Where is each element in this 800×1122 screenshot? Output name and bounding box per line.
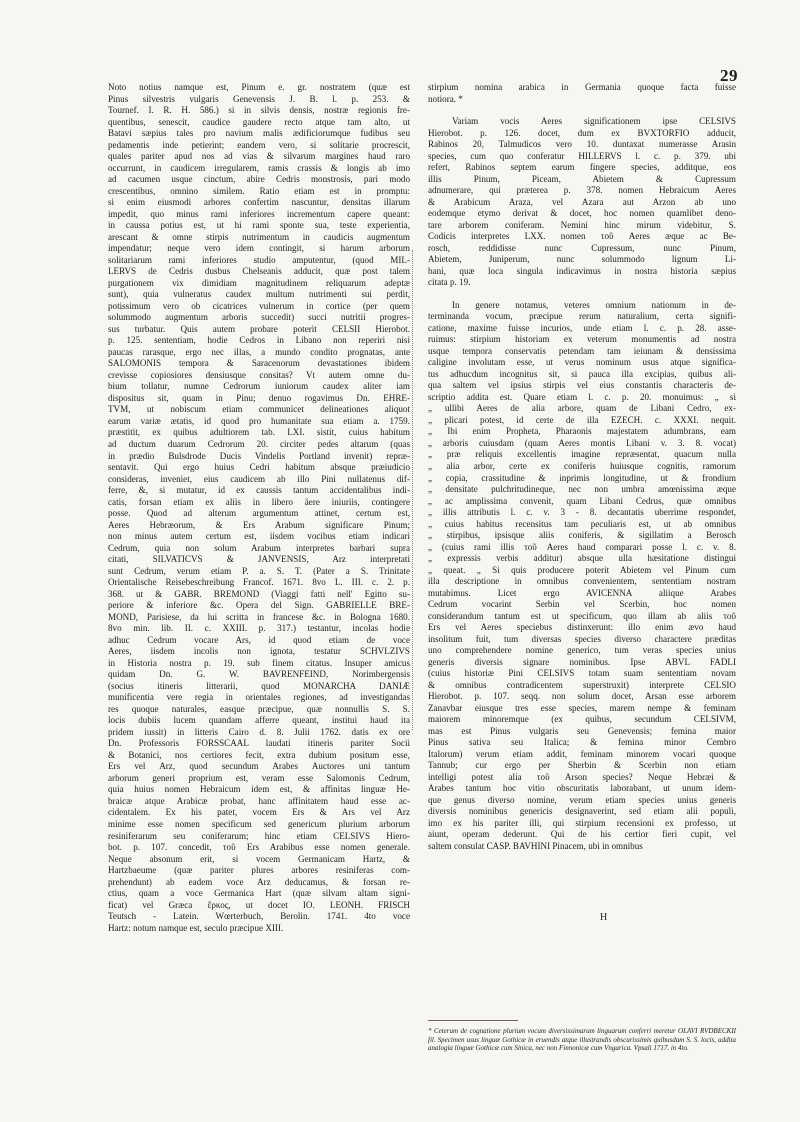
text-line: refert, Rabinos septem earum fingere species, additque, eos bbox=[428, 162, 736, 173]
text-line: „ queat. „ Si quis producere poterit Abietem vel Pinum cum bbox=[428, 564, 736, 575]
text-line: sunt), quia vulneratus caudex multum nutrimenti sui perdit, bbox=[108, 289, 410, 300]
text-line: SALOMONIS tempora & Saracenorum devastationes ibidem bbox=[108, 358, 410, 369]
text-line: imo ex his pariter illi, qui stirpium recensioni ex professo, ut bbox=[428, 817, 736, 828]
text-line: 8vo min. lib. II. c. XXIII. p. 317.) testantur, incolas hodie bbox=[108, 623, 410, 634]
text-line: „ stirpibus, ipsisque aliis coniferis, & sigillatim a Berosch bbox=[428, 530, 736, 541]
text-line: sunt Cedrum, verum etiam P. a. S. T. (Pater a S. Trinitate bbox=[108, 565, 410, 576]
text-line: (cuius historiæ Pini CELSIVS totam suam sententiam novam bbox=[428, 668, 736, 679]
text-line: Cedrum, quia non solum Arabum interpretes barbari supra bbox=[108, 542, 410, 553]
text-line: catione, maxime fuisse incurios, unde etiam l. c. p. 28. asse- bbox=[428, 322, 736, 333]
text-line: quia huius nomen Hebraicum idem est, & affinitas linguæ He- bbox=[108, 784, 410, 795]
text-line: crevisse copiosiores densiusque consitas? Vt autem omne du- bbox=[108, 369, 410, 380]
text-line: Hierobot. p. 126. docet, dum ex BVXTORFIO adducit, bbox=[428, 127, 736, 138]
text-line: consideras, inveniet, eius caudicem ab illo Pini nullatenus dif- bbox=[108, 473, 410, 484]
text-line: citata p. 19. bbox=[428, 277, 471, 288]
text-line: „ præ reliquis excellentis imagine repræsentat, quacum nulla bbox=[428, 449, 736, 460]
text-line: bium tollatur, numne Cedrorum iuniorum caudex aliter iam bbox=[108, 381, 410, 392]
text-line: „ illis attributis l. c. v. 3 - 8. decantatis uberrime respondet, bbox=[428, 507, 736, 518]
text-line: „ plicari potest, id certe de illa EZECH. c. XXXI. nequit. bbox=[428, 414, 736, 425]
text-line: „ arboris cuiusdam (quam Aeres montis Libani v. 3. 8. vocat) bbox=[428, 437, 736, 448]
text-line: arescant & omne stirpis nutrimentum in caudicis augmentum bbox=[108, 231, 410, 242]
text-line: dispositus sit, quam in Pinu; denuo rogavimus Dn. EHRE- bbox=[108, 392, 410, 403]
text-line: in prædio Bulsdrode Ducis Vindelis Portland invenit) repræ- bbox=[108, 450, 410, 461]
text-line: periore & inferiore &c. Opera del Sign. GABRIELLE BRE- bbox=[108, 600, 410, 611]
text-line: pedamentis inde petierint; eandem vero, si solitarie procrescit, bbox=[108, 139, 410, 150]
text-line: Zanavbar eiusque tres esse species, marem nempe & feminam bbox=[428, 702, 736, 713]
text-line: Batavi sæpius tales pro navium malis ædificiorumque fudibus seu bbox=[108, 128, 410, 139]
text-line: res quoque naturales, easque præcipue, quæ nonnullis S. S. bbox=[108, 703, 410, 714]
text-line: bani, quæ loca singula indicavimus in nostra historia sæpius bbox=[428, 265, 736, 276]
text-line: bot. p. 107. concedit, τοῦ Ers Arabibus esse nomen generale. bbox=[108, 842, 410, 853]
text-line: stirpium nomina arabica in Germania quoque facta fuisse bbox=[428, 82, 736, 92]
text-line: citati, SILVATICVS & JANVENSIS, Arz interpretati bbox=[108, 554, 410, 565]
text-line: non minus autem certum est, iisdem vocibus etiam indicari bbox=[108, 531, 410, 542]
text-line: sentavit. Qui ergo huius Cedri habitum absque præiudicio bbox=[108, 462, 410, 473]
text-line: Cedrum vocarint Serbin vel Scerbin, hoc nomen bbox=[428, 599, 736, 610]
text-line: & Arabicum Araza, vel Azara aut Arzon ab uno bbox=[428, 196, 736, 207]
text-line: uno comprehendere nomine generico, tum veras species unius bbox=[428, 645, 736, 656]
text-line: earum variæ ætatis, id quod pro humanitate sua etiam a. 1759. bbox=[108, 415, 410, 426]
text-line: impedit, quo minus rami inferiores incrementum capere queant: bbox=[108, 208, 410, 219]
text-line: Rabinos 20, Talmudicos vero 10. duntaxat numerasse Arasin bbox=[428, 139, 736, 150]
text-line: „ ac amplissima convenit, quam Libani Cedrus, quæ omnibus bbox=[428, 495, 736, 506]
text-line: insolitum fuit, tum diversas species diverso charactere præditas bbox=[428, 633, 736, 644]
text-line: Hierobot. p. 107. seqq. non solum docet, Arsan esse arborem bbox=[428, 691, 736, 702]
text-line: impendatur; neque vero idem contingit, si harum arborum bbox=[108, 243, 410, 254]
text-line: „ expressis verbis additur) absque ulla hæsitatione distingui bbox=[428, 553, 736, 564]
page-number: 29 bbox=[720, 66, 738, 85]
right-column-top-lines bbox=[428, 82, 736, 105]
text-line: caligine involutam esse, ut verus nominum usus atque significa- bbox=[428, 357, 736, 368]
text-line: ad ductum duarum Cedrorum 20. circiter pedes altarum (quas bbox=[108, 438, 410, 449]
text-line: 368. ut & GABR. BREMOND (Viaggi fatti nell' Egitto su- bbox=[108, 588, 410, 599]
text-line: TVM, ut nobiscum etiam communicet delineationes aliquot bbox=[108, 404, 410, 415]
text-line: Ers vel Arz, quod secundum Arabes Auctores uni tantum bbox=[108, 761, 410, 772]
text-line: Arabes tantum hoc vitio obscuritatis laborabant, ut unum idem- bbox=[428, 783, 736, 794]
text-line: saltem consulat CASP. BAVHINI Pinacem, ubi in omnibus bbox=[428, 841, 643, 851]
text-line: tare arborem coniferam. Nemini hinc mirum videbitur, S. bbox=[428, 219, 736, 230]
text-line: crescentibus, omnino similem. Ratio etiam est in promptu: bbox=[108, 185, 410, 196]
footnote-rule bbox=[428, 1020, 518, 1021]
text-line: & Botanici, nos certiores fecit, extra dubium positum esse, bbox=[108, 749, 410, 760]
text-line: solummodo augmentum arboris succedit) succi nutritii progres- bbox=[108, 312, 410, 323]
text-line: ctius, quam a voce Germanica Hart (quæ silvam altam signi- bbox=[108, 888, 410, 899]
text-line: quentibus, senescit, caudice gaudere recto atque tam alto, ut bbox=[108, 116, 410, 127]
text-line: generis diversis signare nominibus. Ipse ABVL FADLI bbox=[428, 656, 736, 667]
text-line: tus adhucdum incognitus sit, si pauca illa excipias, quibus ali- bbox=[428, 368, 736, 379]
text-line: locis dubiis lucem quandam afferre queant, institui haud ita bbox=[108, 715, 410, 726]
text-line: sus turbatur. Quis autem probare poterit CELSII Hierobot. bbox=[108, 323, 410, 334]
text-line: rosch, reddidisse nunc Cupressum, nunc Pinum, bbox=[428, 242, 736, 253]
text-line: Teutsch - Latein. Wœrterbuch, Berolin. 1741. 4to voce bbox=[108, 911, 410, 922]
footnote: * Ceterum de cognatione plurium vocum diversissimarum linguarum conferri meretur OLAVI RVDBECKII fil. Specimen usus linguæ Gothicæ in eruendis atque illustrandis obscurissimis quibusdam S. S. locis, addita analogia linguæ Gothicæ cum Sinica, nec non Finnonicæ cum Vngarica. Vpsali 1717. in 4to. bbox=[428, 1027, 736, 1053]
text-line: Abietem, Juniperum, nunc solummodo lignum Li- bbox=[428, 254, 736, 265]
text-line: considerandum tantum est ut specificum, quo illam ab aliis τοῦ bbox=[428, 610, 736, 621]
text-line: illis Pinum, Piceam, Abietem & Cupressum bbox=[428, 173, 736, 184]
text-line: cidentalem. Ex his patet, vocem Ers & Ars vel Arz bbox=[108, 807, 410, 818]
text-line: posse. Quod ad alterum argumentum attinet, certum est, bbox=[108, 508, 410, 519]
text-line: que genus diverso nomine, verum etiam species unius generis bbox=[428, 794, 736, 805]
text-line: & omnibus contradicentem superstruxit) interprete CELSIO bbox=[428, 679, 736, 690]
text-line: Codicis interpretes LXX. nomen τοῦ Aeres æque ac Be- bbox=[428, 231, 736, 242]
text-line: occurrunt, in caudicem irregularem, ramis crassis & longis ab imo bbox=[108, 162, 410, 173]
text-line: intelligi potest alia τοῦ Arson species? Neque Hebræi & bbox=[428, 771, 736, 782]
text-line: Aeres Hebræorum, & Ers Arabum significare Pinum; bbox=[108, 519, 410, 530]
text-line: ad cacumen usque cinctum, abire Cedris monstrosis, pari modo bbox=[108, 174, 410, 185]
text-line: eodemque etymo derivat & docet, hoc nomen quamlibet deno- bbox=[428, 208, 736, 219]
text-line: qua saltem vel ipsius stirpis vel eius constantis characteris de- bbox=[428, 380, 736, 391]
text-line: adnumerare, qui præterea p. 378. nomen Hebraicum Aeres bbox=[428, 185, 736, 196]
text-line: quales pariter apud nos ad vias & silvarum margines haud raro bbox=[108, 151, 410, 162]
text-line: usque tempora conservatis petendam tam ieiunam & densissima bbox=[428, 345, 736, 356]
text-line: Tannub; cur ergo per Sherbin & Scerbin non etiam bbox=[428, 760, 736, 771]
margin-rule bbox=[412, 250, 413, 730]
text-line: quidam Dn. G. W. BAVRENFEIND, Norimbergensis bbox=[108, 669, 410, 680]
text-line: maiorem minoremque (ex quibus, secundum CELSIVM, bbox=[428, 714, 736, 725]
signature-mark: H bbox=[600, 912, 609, 923]
text-line: in caussa potius est, ut hi rami sponte sua, teste experientia, bbox=[108, 220, 410, 231]
text-line: „ (cuius rami illis τοῦ Aeres haud comparari posse l. c. v. 8. bbox=[428, 541, 736, 552]
text-line: p. 125. sententiam, hodie Cedros in Libano non reperiri nisi bbox=[108, 335, 410, 346]
text-line: „ alia arbor, certe ex coniferis huiusque cognitis, ramorum bbox=[428, 460, 736, 471]
text-line: purgationem vix dimidiam magnitudinem reliquarum adeptæ bbox=[108, 277, 410, 288]
left-column bbox=[108, 82, 410, 934]
paragraph-in-genere-notamus bbox=[428, 300, 736, 853]
text-line: Aeres, iisdem incolis non ignota, testatur SCHVLZIVS bbox=[108, 646, 410, 657]
text-line: scriptio addita est. Quare etiam l. c. p. 20. monuimus: „ si bbox=[428, 391, 736, 402]
text-line: munificentia vere regia in orientales regiones, ad investigandas bbox=[108, 692, 410, 703]
text-line: Pinus sativa seu Italica; & femina minor Cembro bbox=[428, 737, 736, 748]
text-line: illa descriptione in omnibus convenientem, sententiam nostram bbox=[428, 576, 736, 587]
text-line: Pinus silvestris vulgaris Genevensis J. B. l. p. 253. & bbox=[108, 93, 410, 104]
text-line: prehendunt) ab eadem voce Arz deducamus, & forsan re- bbox=[108, 876, 410, 887]
text-line: „ ullibi Aeres de alia arbore, quam de Libani Cedro, ex- bbox=[428, 403, 736, 414]
text-line: Hartz: notum namque est, seculo præcipue XIII. bbox=[108, 922, 284, 933]
text-line: ficat) vel Græca ἕρκος, ut docet IO. LEONH. FRISCH bbox=[108, 899, 410, 910]
text-line: Noto notius namque est, Pinum e. gr. nostratem (quæ est bbox=[108, 82, 410, 92]
paragraph-aeres-significatio bbox=[428, 116, 736, 289]
text-line: mutabimus. Licet ergo AVICENNA aliique Arabes bbox=[428, 587, 736, 598]
text-line: Neque absonum erit, si vocem Germanicam Hartz, & bbox=[108, 853, 410, 864]
text-line: „ copia, crassitudine & inprimis longitudine, ut & frondium bbox=[428, 472, 736, 483]
text-line: „ densitate pulchritudineque, nec non umbra amœnissima æque bbox=[428, 484, 736, 495]
text-line: MOND, Parisiese, da lui scritta in francese &c. in Bologna 1680. bbox=[108, 611, 410, 622]
text-line: Ers vel Aeres speciebus distinxerunt: illo enim ævo haud bbox=[428, 622, 736, 633]
text-line: species, cum quo conferatur HILLERVS l. c. p. 379. ubi bbox=[428, 150, 736, 161]
text-line: catis, forsan etiam ex aliis in libero äere iniuriis, contingere bbox=[108, 496, 410, 507]
text-line: solitariarum rami inferiores studio amputentur, (quod MIL- bbox=[108, 254, 410, 265]
text-line: Italorum) verum etiam addit, feminam minorem vocari quoque bbox=[428, 748, 736, 759]
text-line: braicæ atque Arabicæ probat, hanc affinitatem haud esse ac- bbox=[108, 795, 410, 806]
text-line: Tournef. I. R. H. 586.) si in silvis densis, nostræ regionis fre- bbox=[108, 105, 410, 116]
text-line: notiora. * bbox=[428, 93, 463, 104]
right-column bbox=[428, 82, 736, 853]
text-line: adhuc Cedrum vocare Ars, id quod etiam de voce bbox=[108, 634, 410, 645]
text-line: potissimum vero ob cicatrices vulnerum in cortice (per quem bbox=[108, 300, 410, 311]
text-line: In genere notamus, veteres omnium nationum in de- bbox=[452, 299, 736, 310]
text-line: Variam vocis Aeres significationem ipse CELSIVS bbox=[452, 116, 736, 127]
text-line: in Historia nostra p. 19. sub finem citatus. Insuper amicus bbox=[108, 657, 410, 668]
text-line: arborum generi proprium est, veram esse Salomonis Cedrum, bbox=[108, 772, 410, 783]
text-line: Hartzbaeume (quæ pariter plures arbores resiniferas com- bbox=[108, 865, 410, 876]
text-line: diversis nominibus genericis designaverint, sed etiam alii populi, bbox=[428, 806, 736, 817]
text-line: „ Ibi enim Propheta, Pharaonis majestatem adumbrans, eam bbox=[428, 426, 736, 437]
text-line: ruimus: stirpium historiam ex veterum monumentis ad nostra bbox=[428, 334, 736, 345]
text-line: LERVS de Cedris dusbus Chelseanis adducit, quæ post talem bbox=[108, 266, 410, 277]
text-line: minime esse nomen specificum sed genericum plurium arborum bbox=[108, 819, 410, 829]
text-line: aiunt, operam dederunt. Qui de his certior fieri cupit, vel bbox=[428, 829, 736, 840]
text-line: Orientalische Reisebeschreibung Francof. 1671. 8vo L. III. c. 2. p. bbox=[108, 577, 410, 588]
text-line: terminanda vocum, præcipue rerum naturalium, certa signifi- bbox=[428, 311, 736, 322]
text-line: præstitit, ex quibus adultiorem tab. LXI. sistit, cuius habitum bbox=[108, 427, 410, 438]
text-line: pridem iussit) in litteris Cairo d. 8. Julii 1762. datis ex ore bbox=[108, 726, 410, 737]
text-line: (socius itineris litterarii, quod MONARCHA DANIÆ bbox=[108, 680, 410, 691]
text-line: paucas rarasque, ergo nec illas, a mundo condito prognatas, ante bbox=[108, 346, 410, 357]
text-line: ferre, &, si mutatur, id ex caussis tantum accidentalibus indi- bbox=[108, 485, 410, 496]
text-line: „ cuius habitus recensitus tam peculiaris est, ut ab omnibus bbox=[428, 518, 736, 529]
text-line: resiniferarum seu coniferarum; hinc etiam CELSIVS Hiero- bbox=[108, 830, 410, 841]
text-line: Dn. Professoris FORSSCAAL laudati itineris pariter Socii bbox=[108, 738, 410, 749]
text-line: si enim eiusmodi arbores confertim nascuntur, densitas illarum bbox=[108, 197, 410, 208]
text-line: mas est Pinus vulgaris seu Genevensis; femina maior bbox=[428, 725, 736, 736]
